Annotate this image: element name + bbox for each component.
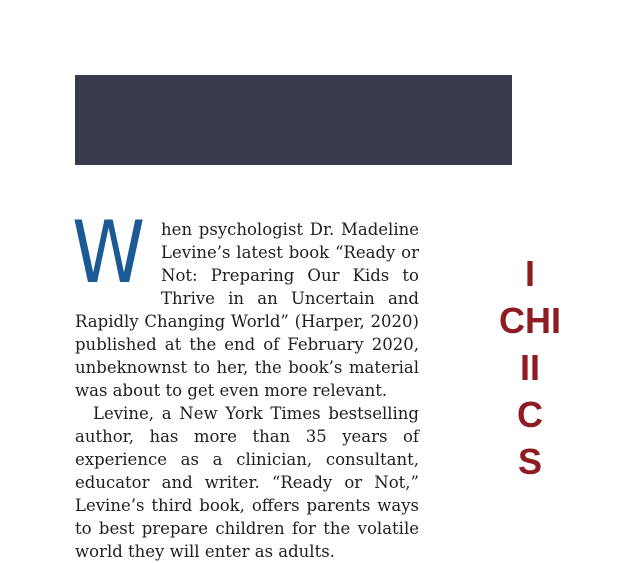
pull-quote-line: S [517,441,542,482]
header-band [75,75,512,165]
article-paragraph-2: Levine, a New York Times bestselling author, has more than 35 years of experience as a clinician, consultant, educator and writer. “Ready or Not,” Levine’s third book, offers parents ways to best prepare children for the volatile world they will enter as adults. [75,404,419,561]
paragraph-1-text: hen psychologist Dr. Madeline Levine’s latest book “Ready or Not: Preparing Our Kids to Thrive in an Uncertain and Rapidly Changing World” (Harper, 2020) published at the end of February 2020, unbeknownst to her, the book’s material was about to get even more relevant. [75,220,419,400]
article-paragraph-1 [72,203,419,402]
article-body [72,203,419,563]
pull-quote-line: I [524,253,535,294]
drop-cap: W [72,203,144,303]
pull-quote-line: II [519,347,540,388]
pull-quote-line: CHI [499,300,561,341]
pull-quote [430,250,630,485]
pull-quote-line: C [517,394,543,435]
